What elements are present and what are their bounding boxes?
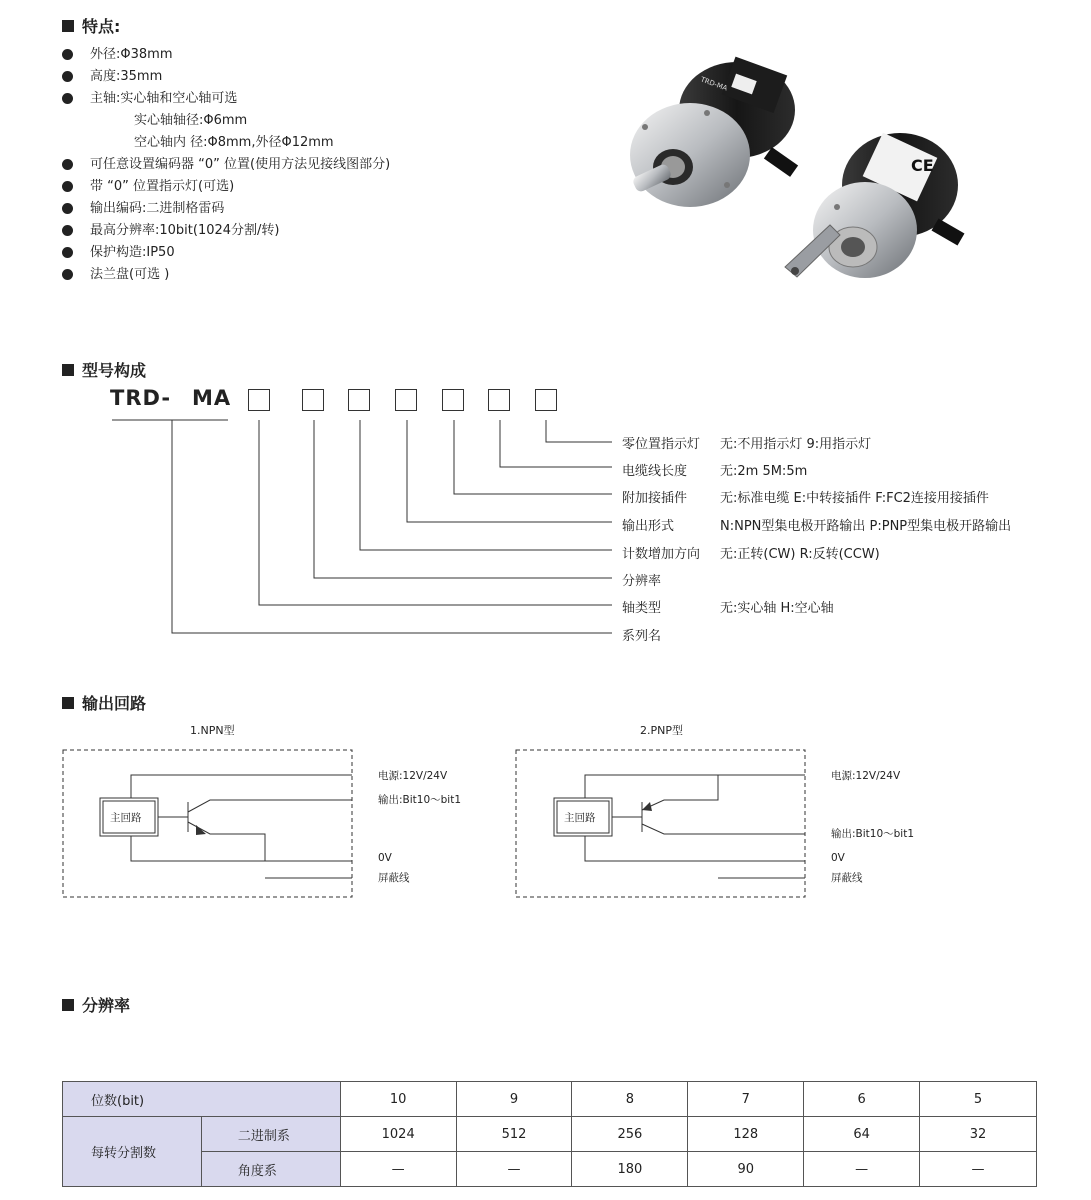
- table-cell: 64: [804, 1117, 920, 1152]
- table-cell: 256: [572, 1117, 688, 1152]
- legend-label-resolution: 分辨率: [622, 574, 662, 589]
- table-cell: —: [340, 1152, 456, 1187]
- feature-item: 高度:35mm: [62, 66, 390, 88]
- divisions-label: 每转分割数: [63, 1117, 202, 1187]
- table-row: [63, 1082, 1037, 1117]
- legend-label-cable: 电缆线长度: [622, 464, 688, 479]
- table-cell: 32: [920, 1117, 1037, 1152]
- section-square-icon: [62, 999, 74, 1011]
- feature-subitem: 空心轴内 径:Φ8mm,外径Φ12mm: [134, 135, 334, 150]
- pnp-main-circuit: 主回路: [564, 812, 596, 824]
- table-cell: 7: [688, 1082, 804, 1117]
- table-cell: 128: [688, 1117, 804, 1152]
- table-cell: 9: [456, 1082, 572, 1117]
- feature-subitem: 实心轴轴径:Φ6mm: [134, 113, 248, 128]
- table-cell: 1024: [340, 1117, 456, 1152]
- table-cell: 8: [572, 1082, 688, 1117]
- table-cell: 512: [456, 1117, 572, 1152]
- table-cell: —: [456, 1152, 572, 1187]
- feature-item: 法兰盘(可选 ): [62, 264, 390, 286]
- pnp-shield-label: 屏蔽线: [831, 872, 863, 884]
- pnp-circuit-title: 2.PNP型: [640, 724, 683, 737]
- section-title-resolution: [62, 993, 130, 1016]
- legend-label-shaft: 轴类型: [622, 601, 662, 616]
- table-cell: 90: [688, 1152, 804, 1187]
- npn-power-label: 电源:12V/24V: [378, 770, 448, 782]
- table-row: [63, 1152, 1037, 1187]
- bits-label: 位数(bit): [63, 1082, 341, 1117]
- section-title-text: 特点:: [82, 17, 121, 36]
- table-cell: —: [804, 1152, 920, 1187]
- model-series: MA: [192, 386, 232, 410]
- legend-desc-connector: 无:标准电缆 E:中转接插件 F:FC2连接用接插件: [720, 491, 989, 506]
- ce-mark: CE: [911, 156, 934, 175]
- section-square-icon: [62, 697, 74, 709]
- feature-item: 保护构造:IP50: [62, 242, 390, 264]
- pnp-zero-label: 0V: [831, 852, 845, 864]
- feature-item: 外径:Φ38mm: [62, 44, 390, 66]
- pnp-emitter-arrow-icon: [642, 802, 652, 811]
- table-cell: 6: [804, 1082, 920, 1117]
- section-title-text: 型号构成: [82, 361, 147, 380]
- photo-label: TRD-MA: [699, 75, 729, 93]
- legend-label-output: 输出形式: [622, 519, 675, 534]
- section-title-text: 分辨率: [82, 996, 131, 1015]
- legend-label-series: 系列名: [622, 629, 662, 644]
- table-cell: 10: [340, 1082, 456, 1117]
- resolution-table: [62, 1081, 1037, 1187]
- table-cell: 180: [572, 1152, 688, 1187]
- npn-output-label: 输出:Bit10～bit1: [378, 794, 462, 806]
- legend-label-direction: 计数增加方向: [622, 547, 701, 562]
- legend-label-connector: 附加接插件: [622, 491, 688, 506]
- legend-desc-output: N:NPN型集电极开路输出 P:PNP型集电极开路输出: [720, 519, 1012, 534]
- binary-label: 二进制系: [201, 1117, 340, 1152]
- legend-desc-indicator: 无:不用指示灯 9:用指示灯: [720, 437, 872, 452]
- table-row: [63, 1117, 1037, 1152]
- feature-item: 可任意设置编码器 “0” 位置(使用方法见接线图部分): [62, 154, 390, 176]
- npn-zero-label: 0V: [378, 852, 392, 864]
- table-cell: —: [920, 1152, 1037, 1187]
- section-title-output: [62, 691, 146, 714]
- pnp-output-label: 输出:Bit10～bit1: [831, 828, 915, 840]
- legend-desc-cable: 无:2m 5M:5m: [720, 464, 808, 479]
- output-circuit-diagrams: [0, 740, 1091, 910]
- feature-item: 最高分辨率:10bit(1024分割/转): [62, 220, 390, 242]
- legend-desc-shaft: 无:实心轴 H:空心轴: [720, 601, 834, 616]
- npn-shield-label: 屏蔽线: [378, 872, 410, 884]
- feature-item: 带 “0” 位置指示灯(可选): [62, 176, 390, 198]
- section-title-text: 输出回路: [82, 694, 147, 713]
- angle-label: 角度系: [201, 1152, 340, 1187]
- feature-item: 主轴:实心轴和空心轴可选: [62, 88, 390, 110]
- model-prefix: TRD-: [110, 386, 172, 410]
- legend-label-indicator: 零位置指示灯: [622, 437, 701, 452]
- npn-emitter-arrow-icon: [196, 825, 206, 835]
- npn-main-circuit: 主回路: [110, 812, 142, 824]
- pnp-power-label: 电源:12V/24V: [831, 770, 901, 782]
- table-cell: 5: [920, 1082, 1037, 1117]
- feature-item: 输出编码:二进制格雷码: [62, 198, 390, 220]
- npn-circuit-title: 1.NPN型: [190, 724, 235, 737]
- legend-desc-direction: 无:正转(CW) R:反转(CCW): [720, 547, 880, 562]
